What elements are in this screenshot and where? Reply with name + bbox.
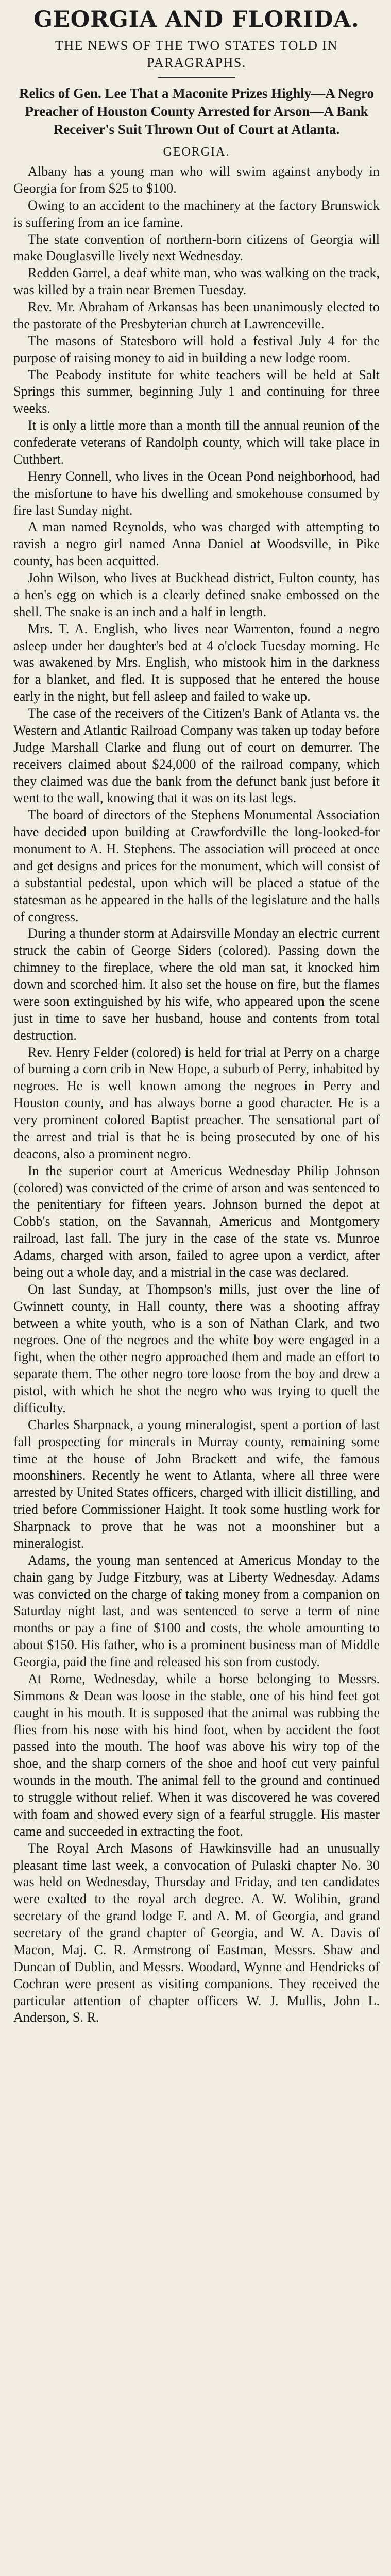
news-item: On last Sunday, at Thompson's mills, just over the line of Gwinnett county, in Hall county, there was a shooting affray between a white youth, who is a son of Nathan Clark, and two negroes. One of the negroes and the white boy were engaged in a fight, when the other negro approached them and made an effort to separate them. The other negro tore loose from the boy and drew a pistol, with which he shot the negro who was trying to quell the difficulty. <box>13 1281 380 1415</box>
news-item: Charles Sharpnack, a young mineralogist, spent a portion of last fall prospecting for minerals in Murray county, remaining some time at the house of John Brackett and wife, the famous moonshiners. Recently he went to Atlanta, where all three were arrested by United States officers, charged with illicit distilling, and tried before Commissioner Haight. It took some hustling work for Sharpnack to prove that he was not a moonshiner but a mineralogist. <box>13 1417 380 1551</box>
headline: GEORGIA AND FLORIDA. <box>33 7 360 32</box>
news-item: At Rome, Wednesday, while a horse belonging to Messrs. Simmons & Dean was loose in the stable, one of his hind feet got caught in his mouth. It is supposed that the animal was rubbing the flies from his nose with his hind foot, when by accident the foot passed into the mouth. The hoof was above his wiry top of the shoe, and the sharp corners of the shoe and hoof cut very painful wounds in the mouth. The animal fell to the ground and continued to struggle without relief. When it was discovered he was covered with foam and showed every sign of a fearful struggle. His master came and succeeded in extracting the foot. <box>13 1671 380 1839</box>
news-item: The masons of Statesboro will hold a festival July 4 for the purpose of raising money to aid in building a new lodge room. <box>13 333 380 365</box>
section-label: GEORGIA. <box>163 145 230 159</box>
subheadline: Relics of Gen. Lee That a Maconite Prizes Highly—A Negro Preacher of Houston County Arrested for Arson—A Bank Receiver's Suit Thrown Out of Court at Atlanta. <box>19 86 374 137</box>
news-item: In the superior court at Americus Wednesday Philip Johnson (colored) was convicted of the crime of arson and was sentenced to the penitentiary for fifteen years. Johnson burned the depot at Cobb's station, on the Savannah, Americus and Montgomery railroad, last fall. The jury in the case of the state vs. Munroe Adams, charged with arson, failed to agree upon a verdict, after being out a whole day, and a mistrial in the case was declared. <box>13 1163 380 1280</box>
news-item: The board of directors of the Stephens Monumental Association have decided upon building at Crawfordville the long-looked-for monument to A. H. Stephens. The association will proceed at once and get designs and prices for the monument, which will consist of a substantial pedestal, upon which will be placed a statue of the statesman as he appeared in the halls of the legislature and the halls of congress. <box>13 807 380 924</box>
news-item: Rev. Mr. Abraham of Arkansas has been unanimously elected to the pastorate of the Presbyterian church at Lawrenceville. <box>13 299 380 331</box>
news-item: The Peabody institute for white teachers will be held at Salt Springs this summer, beginning July 1 and continuing for three weeks. <box>13 367 380 416</box>
news-item: The Royal Arch Masons of Hawkinsville had an unusually pleasant time last week, a convocation of Pulaski chapter No. 30 was held on Wednesday, Thursday and Friday, and ten candidates were exalted to the royal arch degree. A. W. Wolihin, grand secretary of the grand lodge F. and A. M. of Georgia, and grand secretary of the grand chapter of Georgia, and W. A. Davis of Macon, Maj. C. R. Armstrong of Eastman, Messrs. Shaw and Duncan of Dublin, and Messrs. Woodard, Wynne and Hendricks of Cochran were present as visiting companions. They received the particular attention of chapter officers W. J. Mullis, John L. Anderson, S. R. <box>13 1840 380 2025</box>
news-item: The state convention of northern-born citizens of Georgia will make Douglasville lively next Wednesday. <box>13 231 380 264</box>
news-item: A man named Reynolds, who was charged with attempting to ravish a negro girl named Anna Daniel at Woodsville, in Pike county, has been acquitted. <box>13 519 380 569</box>
news-item: Redden Garrel, a deaf white man, who was walking on the track, was killed by a train near Bremen Tuesday. <box>13 265 380 298</box>
news-item: It is only a little more than a month till the annual reunion of the confederate veterans of Randolph county, which will take place in Cuthbert. <box>13 418 380 467</box>
news-item: During a thunder storm at Adairsville Monday an electric current struck the cabin of George Siders (colored). Passing down the chimney to the fireplace, where the old man sat, it knocked him down and scorched him. It also set the house on fire, but the flames were soon extinguished by his wife, who appeared upon the scene just in time to save her husband, house and contents from total destruction. <box>13 926 380 1043</box>
news-item: Henry Connell, who lives in the Ocean Pond neighborhood, had the misfortune to have his dwelling and smokehouse consumed by fire last Sunday night. <box>13 468 380 518</box>
news-item: John Wilson, who lives at Buckhead district, Fulton county, has a hen's egg on which is a clearly defined snake embossed on the shell. The snake is an inch and a half in length. <box>13 570 380 619</box>
news-item: The case of the receivers of the Citizen's Bank of Atlanta vs. the Western and Atlantic Railroad Company was taken up today before Judge Marshall Clarke and flung out of court on demurrer. The receivers claimed about $24,000 of the railroad company, which they claimed was due the bank from the defunct bank just before it went to the wall, knowing that it was on its last legs. <box>13 706 380 806</box>
news-item: Adams, the young man sentenced at Americus Monday to the chain gang by Judge Fitzbury, was at Liberty Wednesday. Adams was convicted on the charge of taking money from a companion on Saturday night last, and was sentenced to serve a term of nine months or pay a fine of $100 and costs, the whole amounting to about $150. His father, who is a prominent business man of Middle Georgia, paid the fine and released his son from custody. <box>13 1552 380 1670</box>
divider-rule <box>158 77 235 78</box>
news-item: Rev. Henry Felder (colored) is held for trial at Perry on a charge of burning a corn crib in New Hope, a suburb of Perry, inhabited by negroes. He is well known among the negroes in Perry and Houston county, and has always borne a good character. He is a very prominent colored Baptist preacher. The sensational part of the arrest and trial is that he is being prosecuted by one of his deacons, also a prominent negro. <box>13 1044 380 1161</box>
news-item: Owing to an accident to the machinery at the factory Brunswick is suffering from an ice famine. <box>13 197 380 230</box>
news-item: Mrs. T. A. English, who lives near Warrenton, found a negro asleep under her daughter's bed at 4 o'clock Tuesday morning. He was awakened by Mrs. English, who mistook him in the darkness for a blanket, and fled. It is supposed that he entered the house early in the night, but fell asleep and failed to wake up. <box>13 621 380 704</box>
deck: THE NEWS OF THE TWO STATES TOLD IN PARAGRAPHS. <box>55 38 338 70</box>
news-item: Albany has a young man who will swim against anybody in Georgia for from $25 to $100. <box>13 164 380 196</box>
